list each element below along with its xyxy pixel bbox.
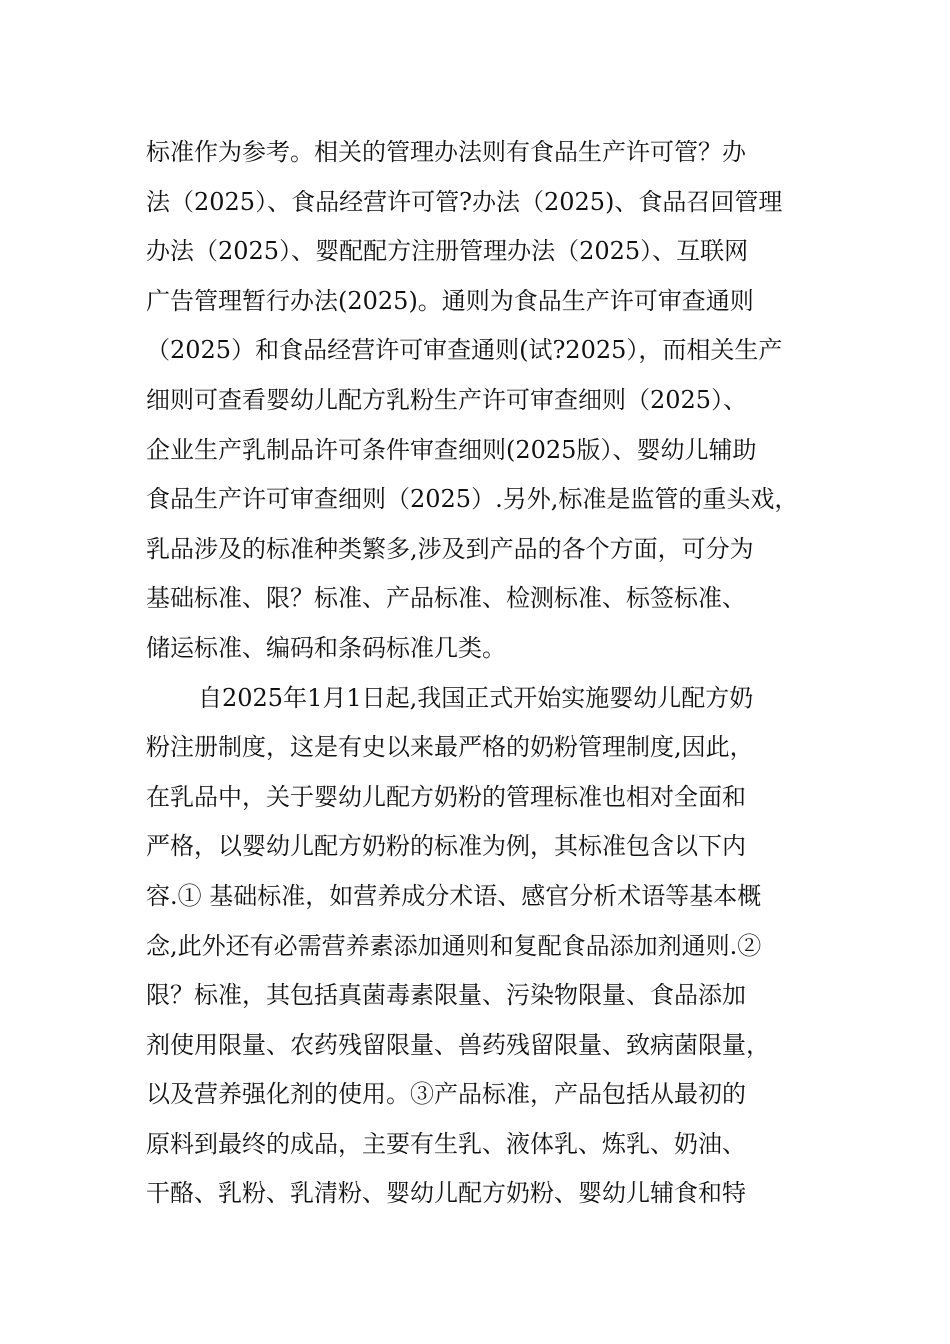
text-line: 以及营养强化剂的使用。③产品标准，产品包括从最初的 — [146, 1080, 746, 1109]
text-line: （2025）和食品经营许可审查通则(试?2025），而相关生产 — [146, 336, 783, 365]
paragraph-2 — [146, 674, 826, 1220]
text-line: 在乳品中，关于婴幼儿配方奶粉的管理标准也相对全面和 — [146, 782, 746, 811]
document-body — [146, 128, 826, 1219]
text-line: 广告管理暂行办法(2025)。通则为食品生产许可审查通则 — [146, 286, 754, 315]
text-line: 细则可查看婴幼儿配方乳粉生产许可审查细则（2025）、 — [146, 385, 748, 414]
text-line: 基础标准、限？标准、产品标准、检测标准、标签标准、 — [146, 584, 746, 613]
text-line: 标准作为参考。相关的管理办法则有食品生产许可管？办 — [146, 138, 746, 166]
text-line-first-indented: 自2025年1月1日起,我国正式开始实施婴幼儿配方奶 — [198, 683, 754, 712]
text-line: 企业生产乳制品许可条件审查细则(2025版）、婴幼儿辅助 — [146, 435, 757, 464]
text-line: 办法（2025）、婴配配方注册管理办法（2025）、互联网 — [146, 237, 749, 266]
text-line: 原料到最终的成品，主要有生乳、液体乳、炼乳、奶油、 — [146, 1129, 746, 1158]
text-line: 念,此外还有必需营养素添加通则和复配食品添加剂通则.② — [146, 931, 762, 960]
text-line: 干酪、乳粉、乳清粉、婴幼儿配方奶粉、婴幼儿辅食和特 — [146, 1179, 746, 1208]
text-line: 剂使用限量、农药残留限量、兽药残留限量、致病菌限量， — [146, 1030, 770, 1059]
text-line: 严格，以婴幼儿配方奶粉的标准为例，其标准包含以下内 — [146, 832, 746, 861]
text-line: 储运标准、编码和条码标准几类。 — [146, 633, 506, 662]
text-line: 容.① 基础标准，如营养成分术语、感官分析术语等基本概 — [146, 881, 762, 910]
text-line: 乳品涉及的标准种类繁多,涉及到产品的各个方面，可分为 — [146, 534, 754, 563]
text-line: 粉注册制度，这是有史以来最严格的奶粉管理制度,因此， — [146, 733, 754, 762]
text-line: 食品生产许可审查细则（2025）.另外,标准是监管的重头戏， — [146, 485, 799, 514]
text-line: 限？标准，其包括真菌毒素限量、污染物限量、食品添加 — [146, 981, 746, 1010]
paragraph-1 — [146, 128, 826, 674]
text-line: 法（2025）、食品经营许可管?办法（2025)、食品召回管理 — [146, 187, 783, 216]
